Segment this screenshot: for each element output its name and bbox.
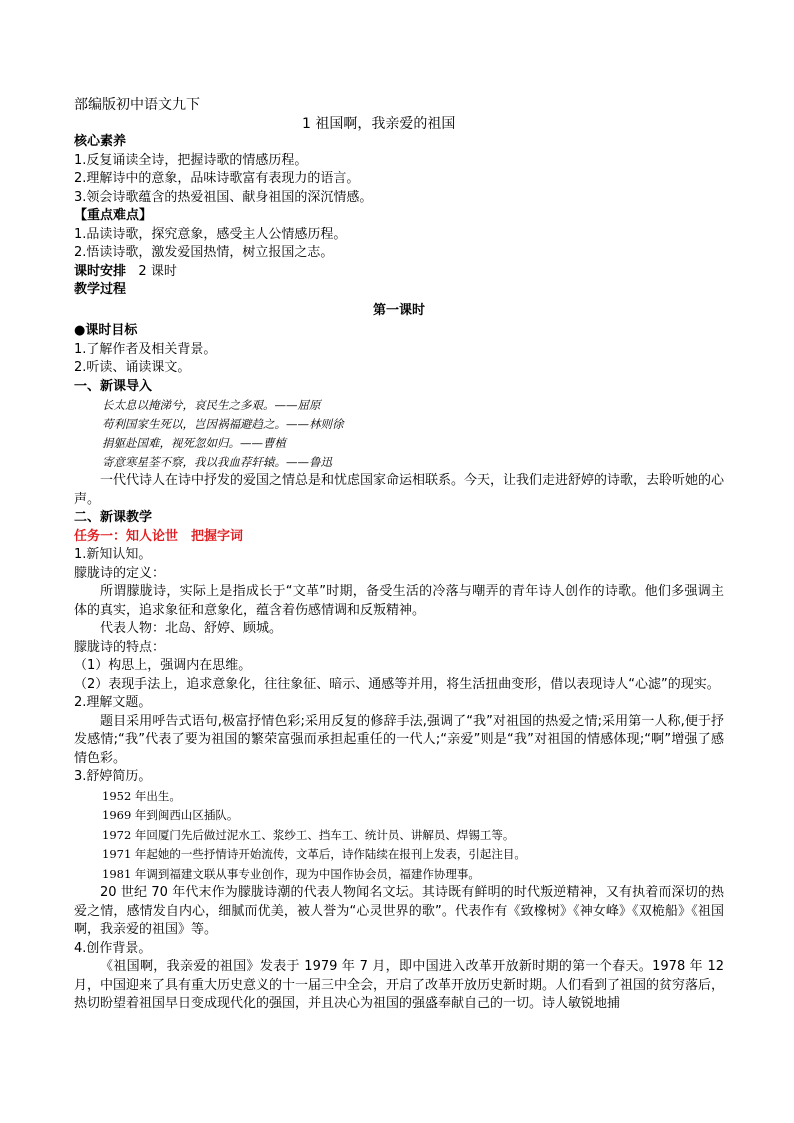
section-1-heading: 1.新知认知。 [74, 547, 152, 562]
key-heading: 【重点难点】 [74, 208, 153, 223]
section-2-heading: 2.理解文题。 [74, 695, 152, 710]
schedule-line [74, 263, 724, 282]
feature-item: （2）表现手法上，追求意象化，往往象征、暗示、通感等并用，将生活扭曲变形，借以表现诗人“心滤”的现实。 [74, 676, 720, 692]
features-heading: 朦胧诗的特点： [74, 639, 166, 655]
core-item: 3.领会诗歌蕴含的热爱祖国、献身祖国的深沉情感。 [74, 189, 373, 205]
goal-item: 2.听读、诵读课文。 [74, 360, 191, 375]
lesson-title: 1 祖国啊，我亲爱的祖国 [302, 115, 456, 132]
feature-item: （1）构思上，强调内在思维。 [74, 658, 252, 673]
bio-item: 1969 年到闽西山区插队。 [102, 808, 239, 822]
intro-quote: 苟利国家生死以，岂因祸福避趋之。——林则徐 [102, 417, 344, 431]
definition-text: 所谓朦胧诗，实际上是指成长于“文革”时期，备受生活的冷落与嘲弄的青年诗人创作的诗歌。他们多强调主体的真实，追求象征和意象化，蕴含着伤感情调和反叛精神。 [74, 584, 724, 618]
key-item: 2.悟读诗歌，激发爱国热情，树立报国之志。 [74, 245, 334, 260]
bio-summary: 20 世纪 70 年代末作为朦胧诗潮的代表人物闻名文坛。其诗既有鲜明的时代叛逆精神，又有执着而深切的热爱之情，感情发自内心，细腻而优美，被人誉为“心灵世界的歌”。代表作有《致橡树》《神女峰》《双桅船》《祖国啊，我亲爱的祖国》等。 [74, 885, 724, 937]
representatives-text: 代表人物：北岛、舒婷、顾城。 [100, 621, 283, 636]
intro-quote: 长太息以掩涕兮，哀民生之多艰。——屈原 [102, 398, 321, 412]
section-4-heading: 4.创作背景。 [74, 940, 152, 956]
schedule-label: 课时安排 [74, 263, 127, 279]
schedule-value: 2 课时 [138, 263, 177, 279]
document-page [74, 96, 724, 1014]
core-heading: 核心素养 [74, 134, 127, 149]
goals-heading: ●课时目标 [74, 323, 138, 338]
series-title: 部编版初中语文九下 [74, 97, 200, 113]
intro-heading: 一、新课导入 [74, 378, 153, 394]
intro-paragraph: 一代代诗人在诗中抒发的爱国之情总是和忧虑国家命运相联系。今天，让我们走进舒婷的诗歌，去聆听她的心声。 [74, 473, 725, 507]
task-one-heading: 任务一：知人论世 把握字词 [74, 528, 244, 544]
process-heading: 教学过程 [74, 282, 127, 297]
title-analysis-text: 题目采用呼告式语句,极富抒情色彩;采用反复的修辞手法,强调了“我”对祖国的热爱之情;采用第一人称,便于抒发感情;“我”代表了要为祖国的繁荣富强而承担起重任的一代人;“亲爱”则是“我”对祖国的情感体现;“啊”增强了感情色彩。 [74, 713, 724, 766]
bio-item: 1952 年出生。 [102, 788, 181, 803]
bio-item: 1971 年起她的一些抒情诗开始流传，文革后，诗作陆续在报刊上发表，引起注目。 [102, 847, 526, 861]
definition-heading: 朦胧诗的定义： [74, 565, 166, 581]
bio-item: 1981 年调到福建文联从事专业创作，现为中国作协会员，福建作协理事。 [102, 866, 480, 881]
bio-item: 1972 年回厦门先后做过泥水工、浆纱工、挡车工、统计员、讲解员、焊锡工等。 [102, 827, 515, 842]
background-text: 《祖国啊，我亲爱的祖国》发表于 1979 年 7 月，即中国进入改革开放新时期的第一个春天。1978 年 12 月，中国迎来了具有重大历史意义的十一届三中全会，开启了改革开放历史新时期。人们看到了祖国的贫穷落后，热切盼望着祖国早日变成现代化的强国，并且决心为祖国的强盛奉献自己的一切。诗人敏锐地捕 [74, 959, 725, 1011]
goal-item: 1.了解作者及相关背景。 [74, 341, 217, 357]
session-heading: 第一课时 [372, 302, 425, 318]
teach-heading: 二、新课教学 [74, 510, 153, 525]
intro-quote: 捐躯赴国难，视死忽如归。——曹植 [102, 436, 286, 450]
intro-quote: 寄意寒星荃不察，我以我血荐轩辕。——鲁迅 [102, 455, 332, 469]
core-item: 1.反复诵读全诗，把握诗歌的情感历程。 [74, 152, 308, 168]
core-item: 2.理解诗中的意象，品味诗歌富有表现力的语言。 [74, 171, 360, 186]
key-item: 1.品读诗歌，探究意象，感受主人公情感历程。 [74, 226, 347, 242]
section-3-heading: 3.舒婷简历。 [74, 769, 152, 784]
